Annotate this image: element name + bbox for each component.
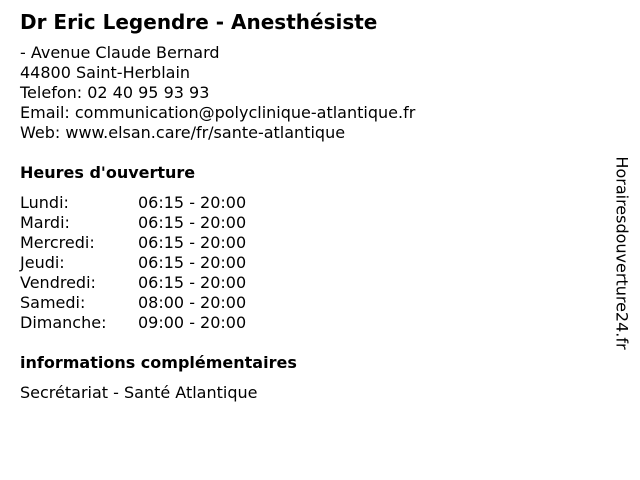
time-range: 06:15 - 20:00: [138, 193, 247, 212]
email-line: Email: communication@polyclinique-atlantique.fr: [20, 103, 416, 122]
hours-row-lundi: [20, 193, 600, 213]
day-label: Jeudi:: [20, 253, 65, 272]
day-label: Mardi:: [20, 213, 70, 232]
info-heading: informations complémentaires: [20, 353, 297, 372]
hours-row-vendredi: [20, 273, 600, 293]
watermark-text: Horairesdouverture24.fr: [613, 156, 633, 350]
time-range: 08:00 - 20:00: [138, 293, 247, 312]
hours-row-dimanche: [20, 313, 600, 333]
city-line: 44800 Saint-Herblain: [20, 63, 191, 82]
time-range: 06:15 - 20:00: [138, 233, 247, 252]
hours-row-samedi: [20, 293, 600, 313]
time-range: 06:15 - 20:00: [138, 273, 247, 292]
site-watermark: [612, 135, 632, 371]
time-range: 06:15 - 20:00: [138, 213, 247, 232]
hours-heading: Heures d'ouverture: [20, 163, 196, 182]
time-range: 09:00 - 20:00: [138, 313, 247, 332]
phone-line: Telefon: 02 40 95 93 93: [20, 83, 210, 102]
listing-card: [20, 9, 600, 403]
day-label: Lundi:: [20, 193, 69, 212]
day-label: Dimanche:: [20, 313, 107, 332]
day-label: Vendredi:: [20, 273, 96, 292]
hours-row-mardi: [20, 213, 600, 233]
hours-table: [20, 193, 600, 333]
street-line: - Avenue Claude Bernard: [20, 43, 220, 62]
web-line: Web: www.elsan.care/fr/sante-atlantique: [20, 123, 346, 142]
hours-row-jeudi: [20, 253, 600, 273]
info-text: Secrétariat - Santé Atlantique: [20, 383, 258, 402]
hours-row-mercredi: [20, 233, 600, 253]
address-block: [20, 43, 600, 143]
time-range: 06:15 - 20:00: [138, 253, 247, 272]
day-label: Mercredi:: [20, 233, 95, 252]
day-label: Samedi:: [20, 293, 86, 312]
page-title: Dr Eric Legendre - Anesthésiste: [20, 10, 378, 34]
